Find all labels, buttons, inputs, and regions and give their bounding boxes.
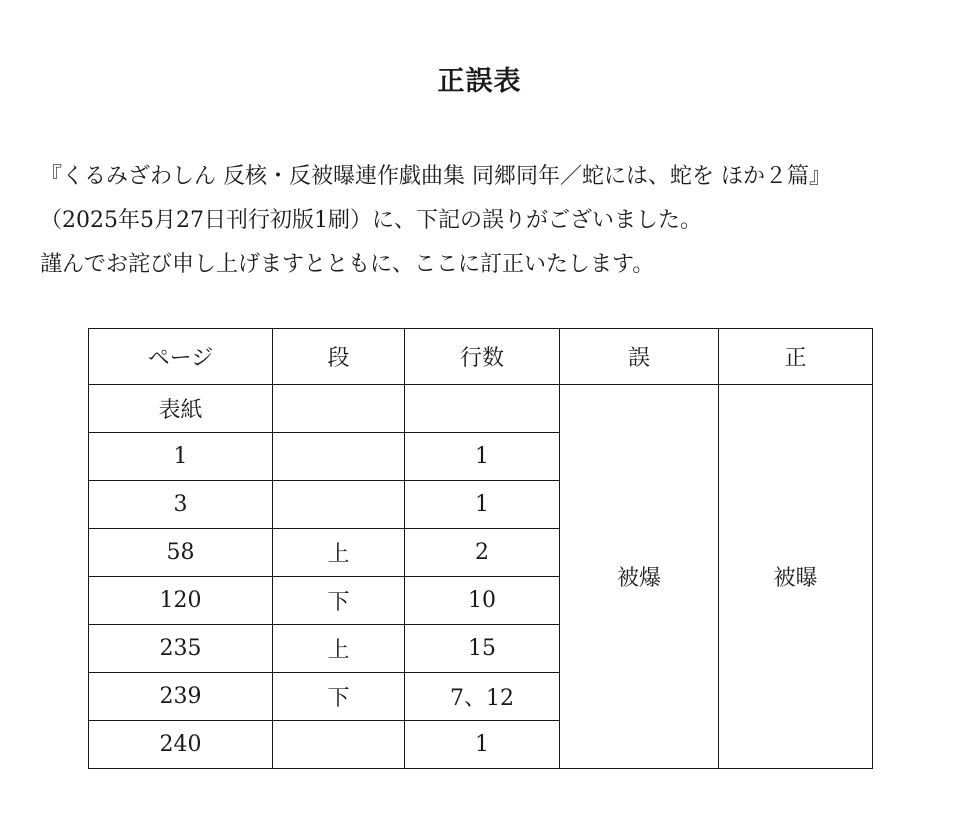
header-lines: 行数 bbox=[405, 329, 560, 385]
intro-line-book-title: 『くるみざわしん 反核・反被曝連作戯曲集 同郷同年／蛇には、蛇を ほか２篇』 bbox=[40, 164, 831, 189]
cell-page: 1 bbox=[89, 433, 273, 481]
table-header-row bbox=[89, 329, 873, 385]
intro-line-edition: （2025年5月27日刊行初版1刷）に、下記の誤りがございました。 bbox=[40, 208, 702, 233]
cell-dan bbox=[273, 385, 405, 433]
cell-lines: 2 bbox=[405, 529, 560, 577]
cell-page: 120 bbox=[89, 577, 273, 625]
cell-dan: 下 bbox=[273, 577, 405, 625]
cell-lines: 15 bbox=[405, 625, 560, 673]
cell-lines: 1 bbox=[405, 433, 560, 481]
cell-wrong: 被爆 bbox=[560, 385, 719, 769]
cell-dan bbox=[273, 721, 405, 769]
cell-page: 239 bbox=[89, 673, 273, 721]
intro-text bbox=[40, 155, 940, 287]
cell-lines bbox=[405, 385, 560, 433]
table-row bbox=[89, 385, 873, 433]
cell-dan bbox=[273, 433, 405, 481]
header-page: ページ bbox=[89, 329, 273, 385]
cell-lines: 7、12 bbox=[405, 673, 560, 721]
cell-dan: 上 bbox=[273, 625, 405, 673]
cell-page: 58 bbox=[89, 529, 273, 577]
cell-dan bbox=[273, 481, 405, 529]
intro-line-apology: 謹んでお詫び申し上げますとともに、ここに訂正いたします。 bbox=[40, 252, 655, 277]
cell-page: 3 bbox=[89, 481, 273, 529]
errata-table bbox=[88, 328, 873, 769]
header-correct: 正 bbox=[719, 329, 873, 385]
cell-page: 235 bbox=[89, 625, 273, 673]
cell-correct: 被曝 bbox=[719, 385, 873, 769]
cell-lines: 1 bbox=[405, 481, 560, 529]
cell-dan: 下 bbox=[273, 673, 405, 721]
cell-page: 240 bbox=[89, 721, 273, 769]
cell-lines: 10 bbox=[405, 577, 560, 625]
cell-page: 表紙 bbox=[89, 385, 273, 433]
header-dan: 段 bbox=[273, 329, 405, 385]
page-title: 正誤表 bbox=[437, 66, 522, 97]
cell-dan: 上 bbox=[273, 529, 405, 577]
cell-lines: 1 bbox=[405, 721, 560, 769]
header-wrong: 誤 bbox=[560, 329, 719, 385]
